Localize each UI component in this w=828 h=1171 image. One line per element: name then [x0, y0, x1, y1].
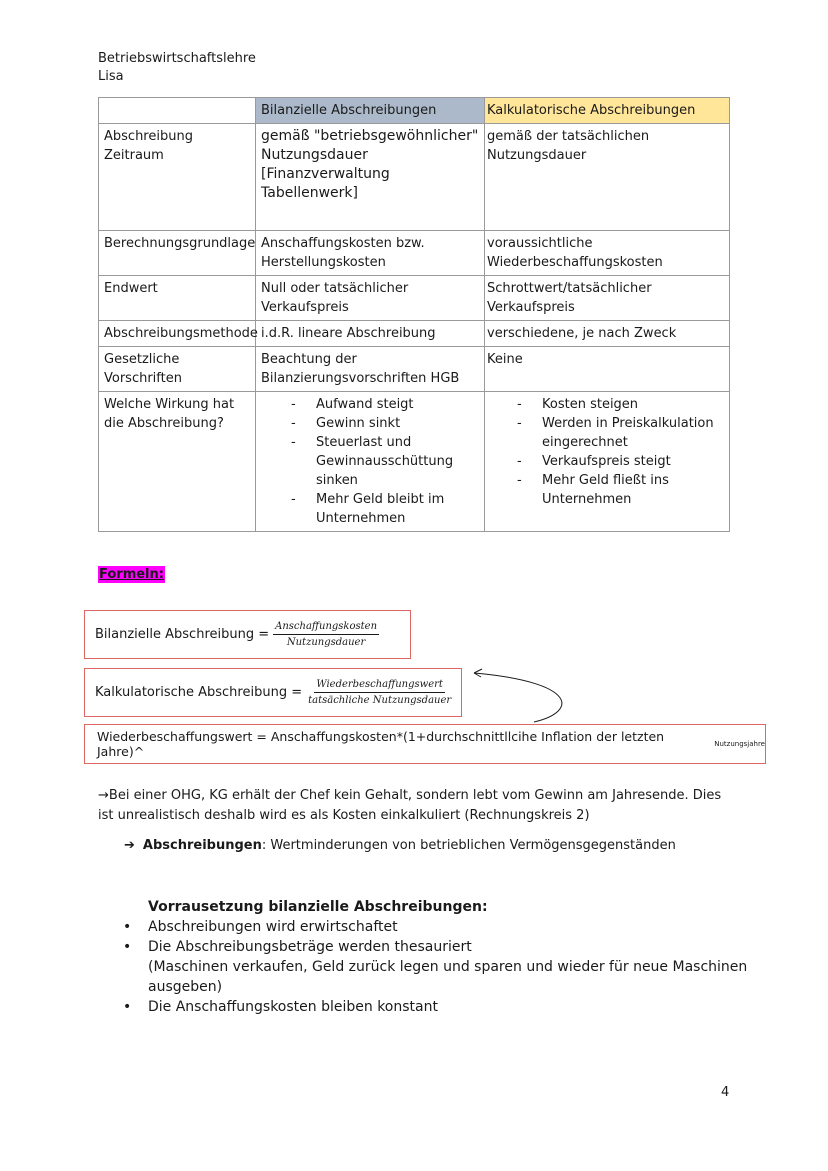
list-item: • Abschreibungen wird erwirtschaftet [148, 917, 748, 937]
voraussetzung-list [148, 917, 748, 1017]
page-number: 4 [721, 1085, 730, 1100]
table-row [99, 321, 730, 347]
header-bilanziell: Bilanzielle Abschreibungen [256, 98, 485, 124]
formula-box-bilanziell [84, 610, 411, 659]
list-item: - Werden in Preiskalkulation eingerechnet [511, 414, 725, 452]
abschreibungen-definition [124, 836, 744, 856]
row-label: Abschreibung Zeitraum [99, 124, 256, 231]
formula-label: Bilanzielle Abschreibung = [95, 627, 270, 642]
table-row [99, 392, 730, 532]
row-label: Welche Wirkung hat die Abschreibung? [99, 392, 256, 532]
fraction-denominator: tatsächliche Nutzungsdauer [308, 695, 452, 706]
curved-arrow-icon [460, 664, 580, 726]
cell-bilanziell: gemäß "betriebsgewöhnlicher" Nutzungsdauer [Finanzverwaltung Tabellenwerk] [256, 124, 485, 231]
row-label: Abschreibungsmethode [99, 321, 256, 347]
fraction-denominator: Nutzungsdauer [286, 637, 366, 648]
list-item: - Steuerlast und Gewinnausschüttung sinken [285, 433, 480, 490]
voraussetzung-title: Vorrausetzung bilanzielle Abschreibungen: [148, 899, 488, 915]
effect-list-kalkulatorisch [487, 395, 725, 509]
document-subject: Betriebswirtschaftslehre [98, 51, 256, 66]
arrow-right-icon: → [98, 788, 109, 803]
cell-kalkulatorisch: Keine [485, 347, 730, 392]
cell-kalkulatorisch: voraussichtliche Wiederbeschaffungskosten [485, 231, 730, 276]
table-row [99, 231, 730, 276]
table-header-row [99, 98, 730, 124]
list-item [148, 937, 748, 997]
row-label: Berechnungsgrundlage [99, 231, 256, 276]
formula-label: Kalkulatorische Abschreibung = [95, 685, 303, 700]
header-empty-cell [99, 98, 256, 124]
list-item: - Kosten steigen [511, 395, 725, 414]
cell-bilanziell: i.d.R. lineare Abschreibung [256, 321, 485, 347]
list-item: • Die Anschaffungskosten bleiben konstant [148, 997, 748, 1017]
list-item: - Mehr Geld fließt ins Unternehmen [511, 471, 725, 509]
cell-kalkulatorisch [485, 392, 730, 532]
list-item: - Verkaufspreis steigt [511, 452, 725, 471]
bold-arrow-icon: ➔ [124, 838, 135, 853]
formulas-heading: Formeln: [99, 567, 164, 582]
list-item: - Mehr Geld bleibt im Unternehmen [285, 490, 480, 528]
formula-box-wiederbeschaffungswert [84, 724, 766, 764]
ohg-note [98, 786, 738, 826]
list-item: - Gewinn sinkt [285, 414, 480, 433]
formula-text: Wiederbeschaffungswert = Anschaffungskosten*(1+durchschnittllcihe Inflation der letzten Jahre)^ [97, 729, 665, 759]
cell-kalkulatorisch: gemäß der tatsächlichen Nutzungsdauer [485, 124, 730, 231]
table-row [99, 276, 730, 321]
fraction [273, 620, 379, 649]
cell-kalkulatorisch: verschiedene, je nach Zweck [485, 321, 730, 347]
list-item-subtext: (Maschinen verkaufen, Geld zurück legen und sparen und wieder für neue Maschinen ausgeben) [148, 959, 748, 995]
fraction-numerator: Anschaffungskosten [273, 620, 379, 635]
cell-bilanziell: Beachtung der Bilanzierungsvorschriften HGB [256, 347, 485, 392]
cell-bilanziell [256, 392, 485, 532]
list-item: - Aufwand steigt [285, 395, 480, 414]
row-label: Gesetzliche Vorschriften [99, 347, 256, 392]
formula-exponent: Nutzungsjahre [714, 740, 765, 748]
list-item-text: Die Abschreibungsbeträge werden thesauriert [148, 939, 472, 955]
effect-list-bilanziell [261, 395, 480, 528]
header-kalkulatorisch: Kalkulatorische Abschreibungen [485, 98, 730, 124]
definition-text: : Wertminderungen von betrieblichen Vermögensgegenständen [261, 838, 676, 853]
cell-kalkulatorisch: Schrottwert/tatsächlicher Verkaufspreis [485, 276, 730, 321]
table-row [99, 124, 730, 231]
definition-term: Abschreibungen [142, 838, 262, 853]
cell-bilanziell: Anschaffungskosten bzw. Herstellungskosten [256, 231, 485, 276]
comparison-table [98, 97, 730, 532]
table-row [99, 347, 730, 392]
row-label: Endwert [99, 276, 256, 321]
fraction-numerator: Wiederbeschaffungswert [314, 678, 445, 693]
document-author: Lisa [98, 69, 124, 84]
formula-box-kalkulatorisch [84, 668, 462, 717]
fraction [306, 678, 453, 707]
note-text: Bei einer OHG, KG erhält der Chef kein Gehalt, sondern lebt vom Gewinn am Jahresende. Dies ist unrealistisch deshalb wird es als Kosten einkalkuliert (Rechnungskreis 2) [98, 788, 722, 823]
cell-bilanziell: Null oder tatsächlicher Verkaufspreis [256, 276, 485, 321]
